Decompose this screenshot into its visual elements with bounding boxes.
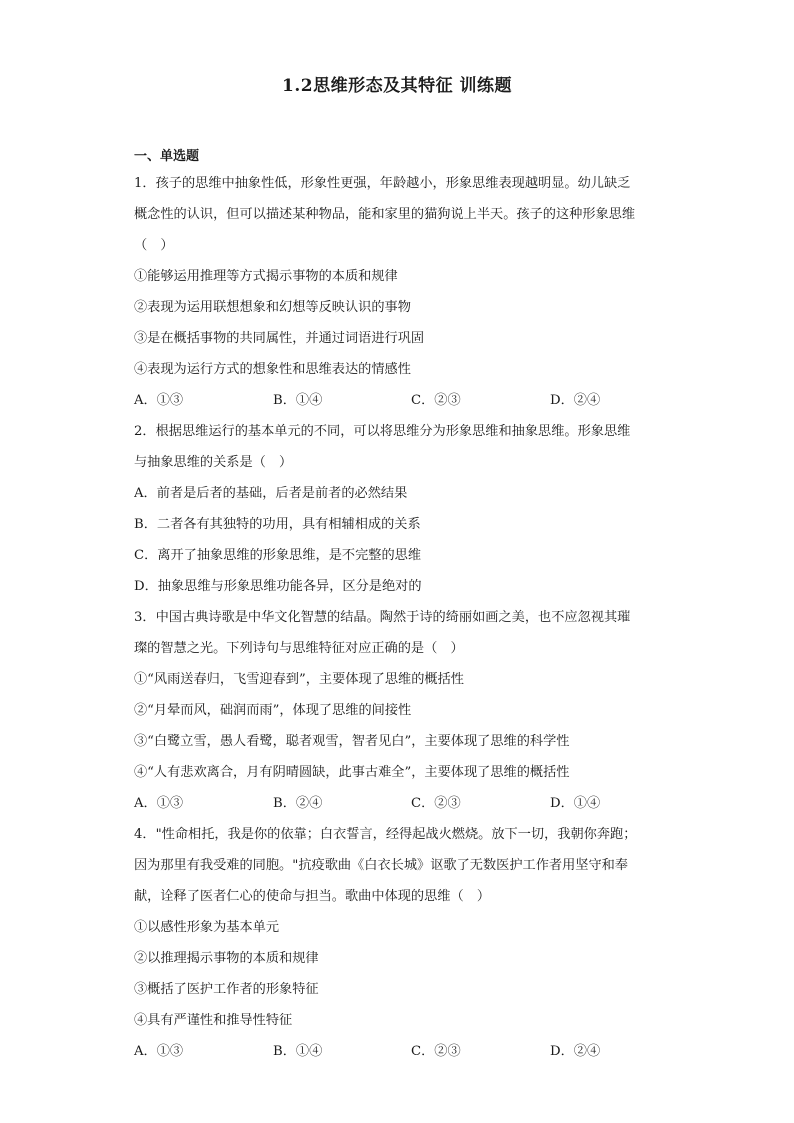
option-a[interactable]: A．①③ [134, 393, 184, 408]
question-2 [134, 416, 664, 602]
option-d[interactable]: D．②④ [550, 393, 601, 408]
statement-item: ①能够运用推理等方式揭示事物的本质和规律 [134, 269, 398, 284]
question-3 [134, 602, 664, 819]
statement-item: ③是在概括事物的共同属性，并通过词语进行巩固 [134, 331, 425, 346]
question-stem-line: 2．根据思维运行的基本单元的不同，可以将思维分为形象思维和抽象思维。形象思维 [134, 424, 631, 439]
statement-item: ②表现为运用联想想象和幻想等反映认识的事物 [134, 300, 411, 315]
option-b[interactable]: B．二者各有其独特的功用，具有相辅相成的关系 [134, 517, 421, 532]
option-d[interactable]: D．②④ [550, 1044, 601, 1059]
answer-options [134, 788, 664, 819]
document-title: 1.2思维形态及其特征 训练题 [282, 76, 512, 96]
option-c[interactable]: C．②③ [411, 796, 461, 811]
statement-item: ④具有严谨性和推导性特征 [134, 1013, 293, 1028]
statement-item: ①以感性形象为基本单元 [134, 920, 280, 935]
statement-item: ③“白鹭立雪，愚人看鹭，聪者观雪，智者见白”，主要体现了思维的科学性 [134, 734, 570, 749]
question-1 [134, 168, 664, 416]
statement-item: ④表现为运行方式的想象性和思维表达的情感性 [134, 362, 411, 377]
section-heading: 一、单选题 [134, 149, 200, 164]
answer-options [134, 1036, 664, 1067]
option-d[interactable]: D．抽象思维与形象思维功能各异，区分是绝对的 [134, 579, 422, 594]
statement-item: ④“人有悲欢离合，月有阴晴圆缺，此事古难全”，主要体现了思维的概括性 [134, 765, 570, 780]
question-stem-line: 1．孩子的思维中抽象性低，形象性更强，年龄越小，形象思维表现越明显。幼儿缺乏 [134, 176, 631, 191]
statement-item: ②以推理揭示事物的本质和规律 [134, 951, 319, 966]
question-stem-line: 4．"性命相托，我是你的依靠；白衣誓言，经得起战火燃烧。放下一切，我朝你奔跑； [134, 827, 637, 842]
option-b[interactable]: B．①④ [273, 393, 323, 408]
option-d[interactable]: D．①④ [550, 796, 601, 811]
question-stem-line: （ ） [134, 238, 174, 253]
statement-item: ①“风雨送春归，飞雪迎春到”，主要体现了思维的概括性 [134, 672, 464, 687]
option-b[interactable]: B．②④ [273, 796, 323, 811]
option-c[interactable]: C．离开了抽象思维的形象思维，是不完整的思维 [134, 548, 422, 563]
question-4 [134, 819, 664, 1067]
question-stem-line: 概念性的认识，但可以描述某种物品，能和家里的猫狗说上半天。孩子的这种形象思维 [134, 207, 636, 222]
question-stem-line: 因为那里有我受难的同胞。"抗疫歌曲《白衣长城》讴歌了无数医护工作者用坚守和奉 [134, 858, 628, 873]
option-a[interactable]: A．①③ [134, 1044, 184, 1059]
question-stem-line: 3．中国古典诗歌是中华文化智慧的结晶。陶然于诗的绮丽如画之美，也不应忽视其璀 [134, 610, 631, 625]
answer-options [134, 385, 664, 416]
option-c[interactable]: C．②③ [411, 1044, 461, 1059]
option-a[interactable]: A．①③ [134, 796, 184, 811]
question-list [134, 168, 664, 1067]
question-stem-line: 献，诠释了医者仁心的使命与担当。歌曲中体现的思维（ ） [134, 889, 491, 904]
option-a[interactable]: A．前者是后者的基础，后者是前者的必然结果 [134, 486, 408, 501]
option-b[interactable]: B．①④ [273, 1044, 323, 1059]
option-c[interactable]: C．②③ [411, 393, 461, 408]
question-stem-line: 璨的智慧之光。下列诗句与思维特征对应正确的是（ ） [134, 641, 464, 656]
statement-item: ②“月晕而风，础润而雨”，体现了思维的间接性 [134, 703, 412, 718]
question-stem-line: 与抽象思维的关系是（ ） [134, 455, 293, 470]
statement-item: ③概括了医护工作者的形象特征 [134, 982, 319, 997]
